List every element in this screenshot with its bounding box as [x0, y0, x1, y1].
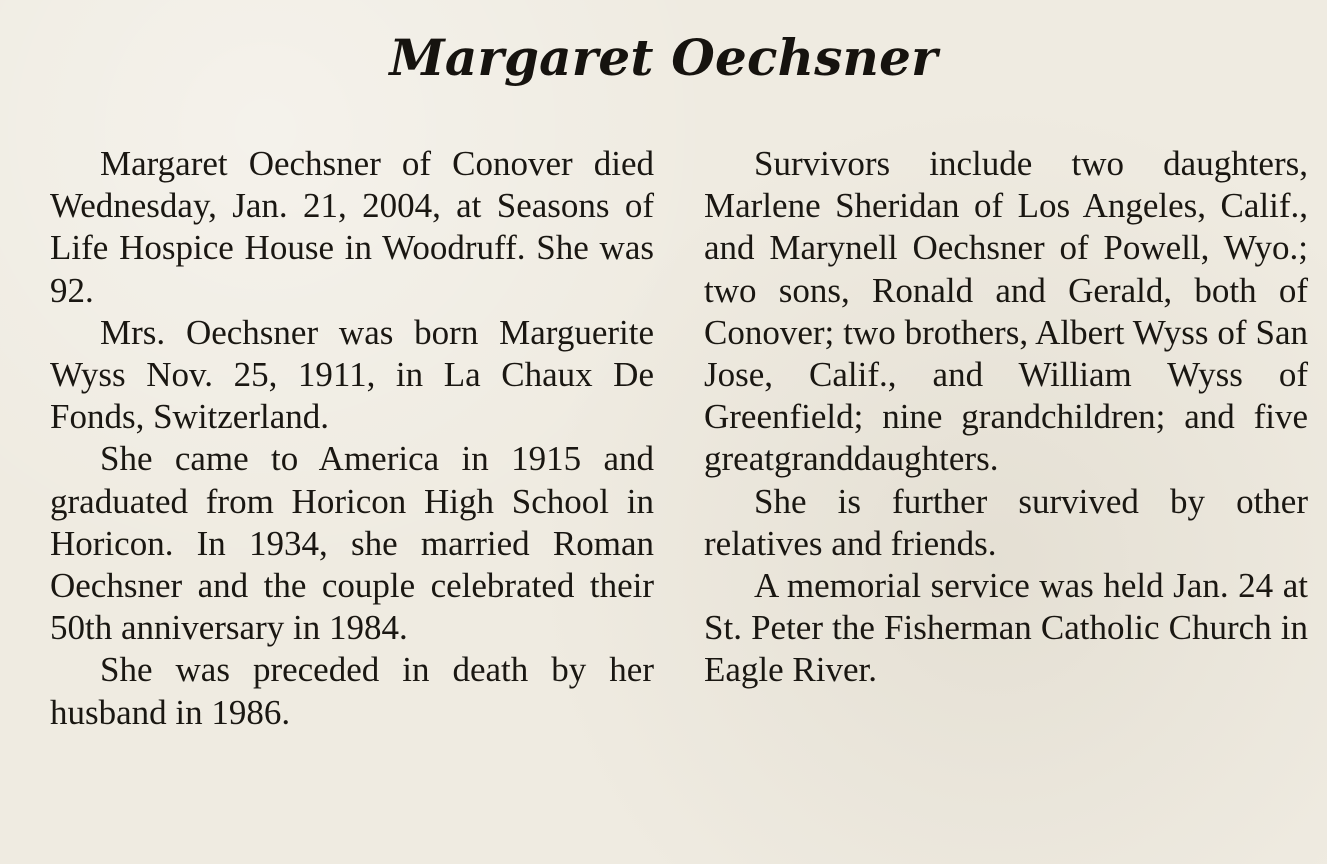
life-history-paragraph: She came to America in 1915 and graduated from Horicon High School in Horicon. In 1934, she married Roman Oechsner and the couple celebrated their 50th anniversary in 1984.: [50, 439, 654, 648]
right-column: [704, 143, 1308, 692]
survivors-paragraph: Survivors include two daughters, Marlene Sheridan of Los Angeles, Calif., and Marynell Oechsner of Powell, Wyo.; two sons, Ronald and Gerald, both of Conover; two brothers, Albert Wyss of San Jose, Calif., and William Wyss of Greenfield; nine grandchildren; and five greatgranddaughters.: [704, 144, 1308, 479]
birth-paragraph: Mrs. Oechsner was born Marguerite Wyss Nov. 25, 1911, in La Chaux De Fonds, Switzerland.: [50, 312, 654, 437]
death-notice-paragraph: Margaret Oechsner of Conover died Wednesday, Jan. 21, 2004, at Seasons of Life Hospice House in Woodruff. She was 92.: [50, 144, 654, 310]
left-column: [50, 143, 654, 734]
preceded-in-death-paragraph: She was preceded in death by her husband in 1986.: [50, 650, 654, 732]
memorial-service-paragraph: A memorial service was held Jan. 24 at St. Peter the Fisherman Catholic Church in Eagle River.: [704, 566, 1308, 690]
obituary-title: Margaret Oechsner: [389, 28, 938, 87]
relatives-paragraph: She is further survived by other relatives and friends.: [704, 481, 1308, 563]
